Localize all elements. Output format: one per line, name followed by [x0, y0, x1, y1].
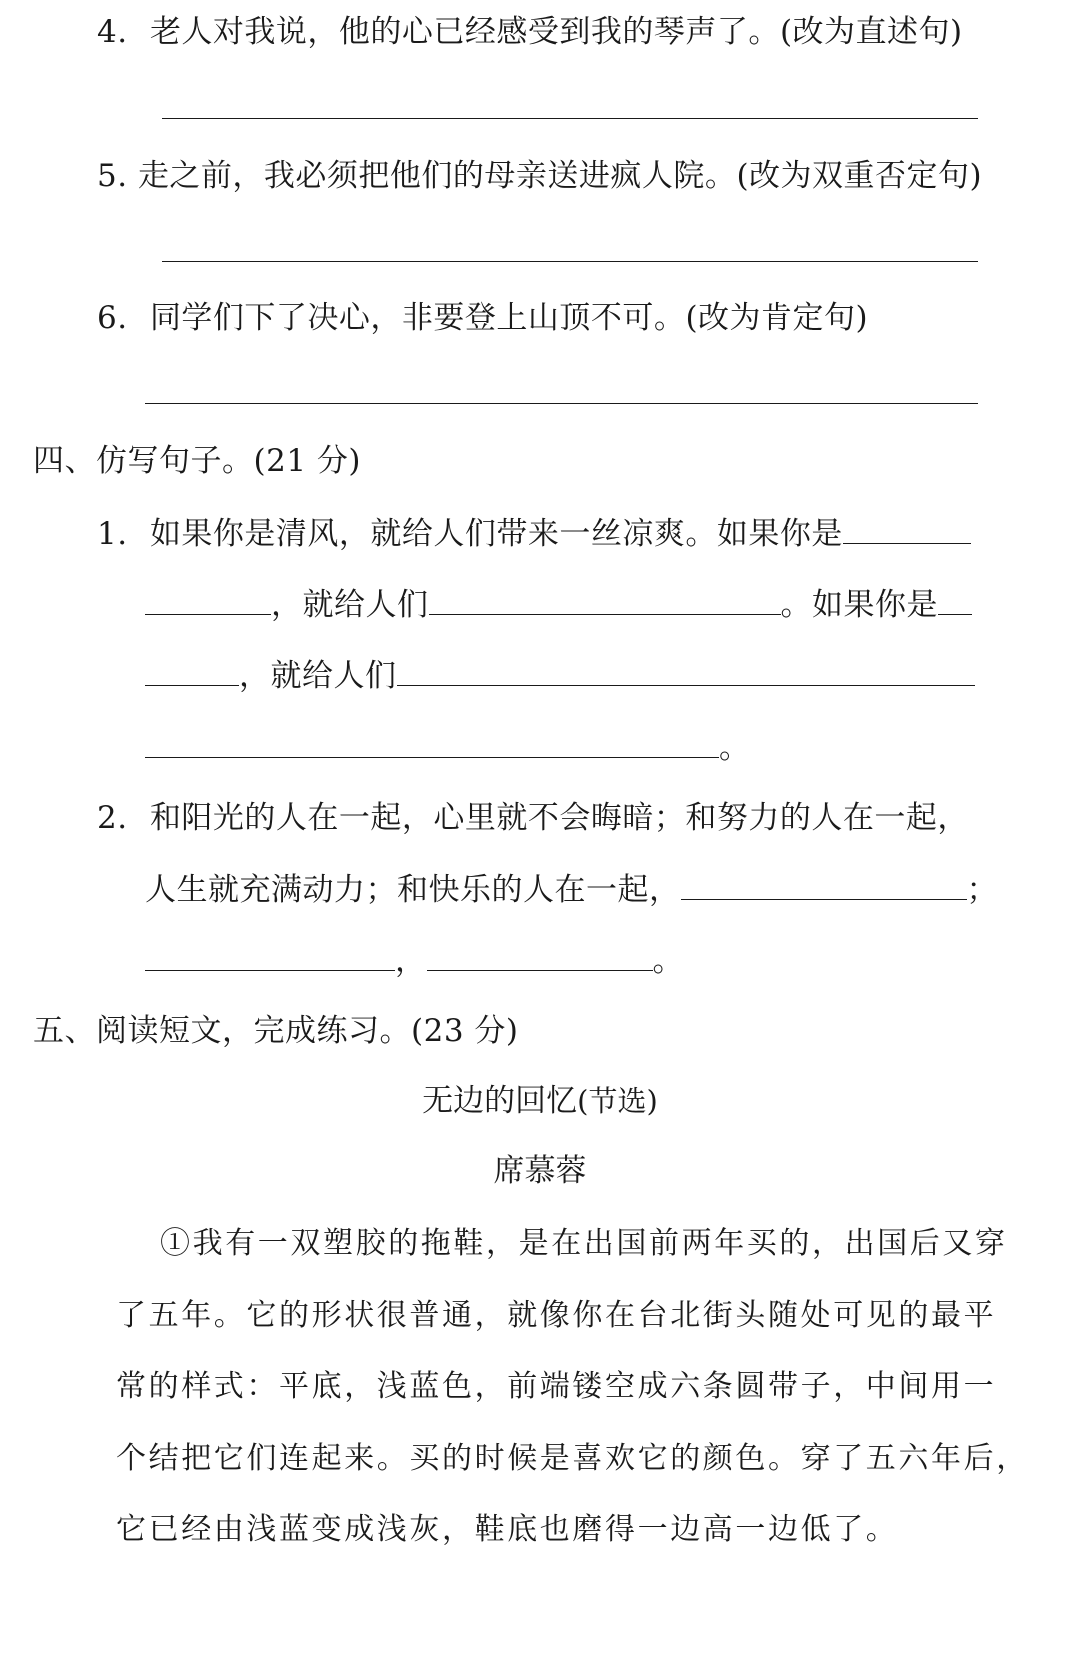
fill-blank[interactable] — [145, 727, 719, 758]
imitation-question-1-line-3 — [145, 655, 975, 695]
question-number: 4. — [97, 14, 128, 50]
answer-line-5[interactable] — [162, 261, 978, 262]
imitation-question-2 — [97, 798, 969, 838]
fill-blank[interactable] — [843, 513, 971, 544]
fill-blank[interactable] — [145, 655, 239, 686]
fill-blank[interactable] — [681, 869, 967, 900]
fill-blank[interactable] — [397, 655, 975, 686]
imitation-question-1-line-4 — [145, 727, 751, 767]
question-text: 如果你是清风，就给人们带来一丝凉爽。如果你是 — [149, 516, 843, 552]
question-4 — [97, 12, 963, 52]
question-number: 6. — [97, 300, 128, 336]
imitation-question-2-line-2 — [145, 869, 998, 909]
question-text: 同学们下了决心，非要登上山顶不可。 — [149, 300, 686, 336]
answer-line-4[interactable] — [162, 118, 978, 119]
paragraph-line: 个结把它们连起来。买的时候是喜欢它的颜色。穿了五六年后， — [116, 1441, 1029, 1476]
article-title — [0, 1081, 1080, 1121]
question-number: 2. — [97, 800, 128, 836]
question-number: 5. — [97, 158, 128, 194]
question-hint: (改为肯定句) — [685, 300, 869, 336]
article-title-text: 无边的回忆 — [422, 1083, 578, 1119]
paragraph-line: 常的样式：平底，浅蓝色，前端镂空成六条圆带子，中间用一 — [116, 1369, 997, 1404]
paragraph-line: ①我有一双塑胶的拖鞋，是在出国前两年买的，出国后又穿 — [160, 1226, 1008, 1261]
imitation-question-2-line-3 — [145, 940, 684, 980]
fill-blank[interactable] — [427, 940, 653, 971]
question-text: 。 — [652, 943, 684, 979]
question-text: ，就给人们 — [271, 587, 429, 623]
answer-line-6[interactable] — [145, 403, 978, 404]
question-text: 人生就充满动力；和快乐的人在一起， — [145, 872, 681, 908]
question-5 — [97, 156, 982, 196]
section-heading-4: 四、仿写句子。(21 分) — [33, 443, 361, 479]
article-subtitle: (节选) — [577, 1084, 658, 1118]
fill-blank[interactable] — [145, 940, 395, 971]
question-hint: (改为直述句) — [779, 14, 963, 50]
question-number: 1. — [97, 516, 128, 552]
imitation-question-1 — [97, 513, 971, 553]
question-text: 走之前，我必须把他们的母亲送进疯人院。 — [137, 158, 737, 194]
paragraph-line: 它已经由浅蓝变成浅灰，鞋底也磨得一边高一边低了。 — [116, 1512, 899, 1547]
question-hint: (改为双重否定句) — [736, 158, 983, 194]
question-text: ； — [966, 872, 998, 908]
question-text: ， — [395, 943, 427, 979]
article-author: 席慕蓉 — [493, 1153, 587, 1189]
question-text: 。 — [719, 730, 751, 766]
section-heading-5: 五、阅读短文，完成练习。(23 分) — [33, 1013, 519, 1049]
question-text: 和阳光的人在一起，心里就不会晦暗；和努力的人在一起， — [149, 800, 969, 836]
fill-blank[interactable] — [938, 584, 972, 615]
question-6 — [97, 298, 868, 338]
question-text: 老人对我说，他的心已经感受到我的琴声了。 — [149, 14, 780, 50]
fill-blank[interactable] — [429, 584, 781, 615]
question-text: 。如果你是 — [780, 587, 938, 623]
imitation-question-1-line-2 — [145, 584, 972, 624]
paragraph-line: 了五年。它的形状很普通，就像你在台北街头随处可见的最平 — [116, 1298, 997, 1333]
question-text: ，就给人们 — [239, 658, 397, 694]
fill-blank[interactable] — [145, 584, 271, 615]
